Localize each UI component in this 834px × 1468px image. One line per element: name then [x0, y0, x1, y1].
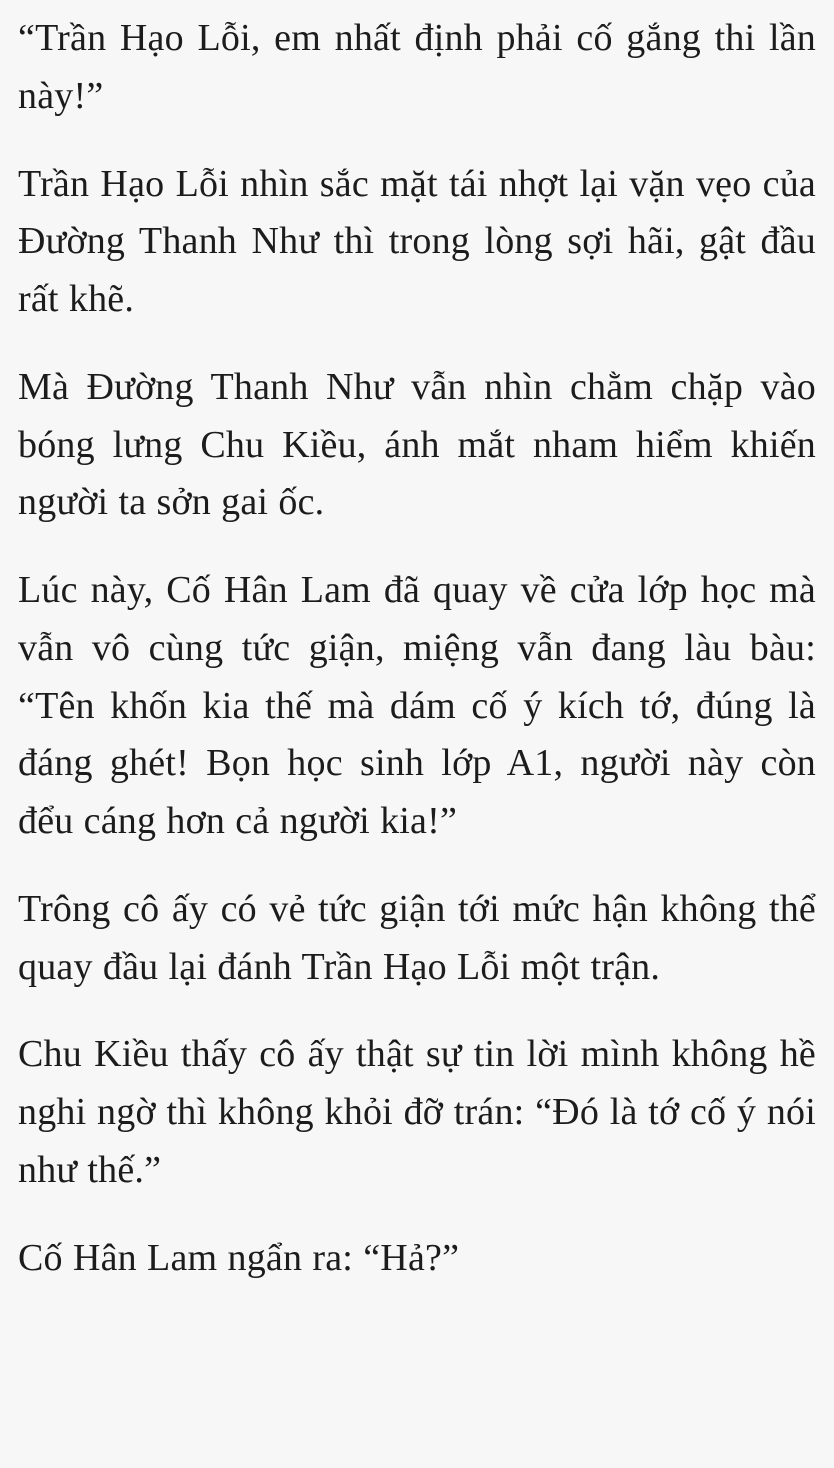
story-paragraph: Chu Kiều thấy cô ấy thật sự tin lời mình không hề nghi ngờ thì không khỏi đỡ trán: “Đó là tớ cố ý nói như thế.” [18, 1033, 816, 1191]
story-paragraph: Trần Hạo Lỗi nhìn sắc mặt tái nhợt lại vặn vẹo của Đường Thanh Như thì trong lòng sợi hãi, gật đầu rất khẽ. [18, 162, 816, 320]
story-paragraph: “Trần Hạo Lỗi, em nhất định phải cố gắng thi lần này!” [18, 17, 816, 117]
story-paragraph: Mà Đường Thanh Như vẫn nhìn chằm chặp vào bóng lưng Chu Kiều, ánh mắt nham hiểm khiến người ta sởn gai ốc. [18, 365, 816, 524]
story-paragraph: Trông cô ấy có vẻ tức giận tới mức hận không thể quay đầu lại đánh Trần Hạo Lỗi một trận. [18, 887, 816, 988]
story-paragraph: Lúc này, Cố Hân Lam đã quay về cửa lớp học mà vẫn vô cùng tức giận, miệng vẫn đang làu bàu: “Tên khốn kia thế mà dám cố ý kích tớ, đúng là đáng ghét! Bọn học sinh lớp A1, người này còn đểu cáng hơn cả người kia!” [18, 569, 816, 842]
story-paragraph: Cố Hân Lam ngẩn ra: “Hả?” [18, 1236, 460, 1279]
